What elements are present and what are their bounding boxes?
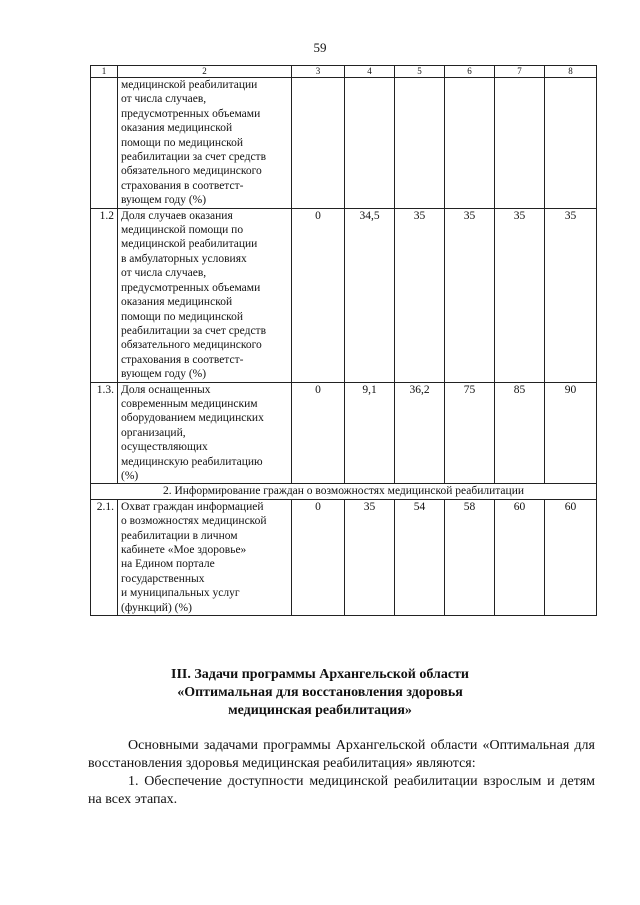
section-heading: III. Задачи программы Архангельской области «Оптимальная для восстановления здоровья медицинская реабилитация» [171,667,469,718]
page-number: 59 [313,40,327,55]
row-value [495,78,545,209]
row-description: медицинской реабилитации от числа случаев, предусмотренных объемами оказания медицинской помощи по медицинской реабилитации за счет средств обязательного медицинского страхования в соответст- вующем году (%) [118,78,292,209]
row-value: 35 [545,208,597,382]
table-header-cell: 7 [495,66,545,78]
row-description: Охват граждан информацией о возможностях медицинской реабилитации в личном кабинете «Мое здоровье» на Едином портале государственных и муниципальных услуг (функций) (%) [118,499,292,615]
indicators-table [90,65,597,616]
row-value: 60 [545,499,597,615]
row-description: Доля оснащенных современным медицинским оборудованием медицинских организаций, осуществляющих медицинскую реабилитацию (%) [118,382,292,484]
table-section-row [91,484,597,499]
row-value: 85 [495,382,545,484]
row-value: 35 [395,208,445,382]
body-paragraph: Основными задачами программы Архангельской области «Оптимальная для восстановления здоровья медицинская реабилитация» являются: [88,738,595,771]
table-header-cell: 3 [292,66,345,78]
row-value: 35 [495,208,545,382]
row-value: 0 [292,499,345,615]
row-value: 0 [292,208,345,382]
row-value: 54 [395,499,445,615]
row-value: 34,5 [345,208,395,382]
row-value: 35 [345,499,395,615]
row-value: 35 [445,208,495,382]
table-header-cell: 5 [395,66,445,78]
table-row [91,208,597,382]
row-value: 36,2 [395,382,445,484]
row-value [345,78,395,209]
row-number: 1.3. [91,382,118,484]
table-header-cell: 6 [445,66,495,78]
table-row [91,382,597,484]
row-value: 75 [445,382,495,484]
table-header-cell: 1 [91,66,118,78]
table-section-title: 2. Информирование граждан о возможностях медицинской реабилитации [91,484,597,499]
row-description: Доля случаев оказания медицинской помощи по медицинской реабилитации в амбулаторных условиях от числа случаев, предусмотренных объемами оказания медицинской помощи по медицинской реабилитации за счет средств обязательного медицинского страхования в соответст- вующем году (%) [118,208,292,382]
row-value: 9,1 [345,382,395,484]
row-number [91,78,118,209]
row-value: 60 [495,499,545,615]
row-value [292,78,345,209]
table-header-cell: 2 [118,66,292,78]
table-row [91,499,597,615]
table-header-row [91,66,597,78]
body-paragraph: 1. Обеспечение доступности медицинской реабилитации взрослым и детям на всех этапах. [88,774,595,807]
row-value [545,78,597,209]
row-value: 58 [445,499,495,615]
table-row [91,78,597,209]
row-value: 90 [545,382,597,484]
row-number: 1.2 [91,208,118,382]
row-value: 0 [292,382,345,484]
table-header-cell: 4 [345,66,395,78]
row-number: 2.1. [91,499,118,615]
table-header-cell: 8 [545,66,597,78]
row-value [395,78,445,209]
row-value [445,78,495,209]
